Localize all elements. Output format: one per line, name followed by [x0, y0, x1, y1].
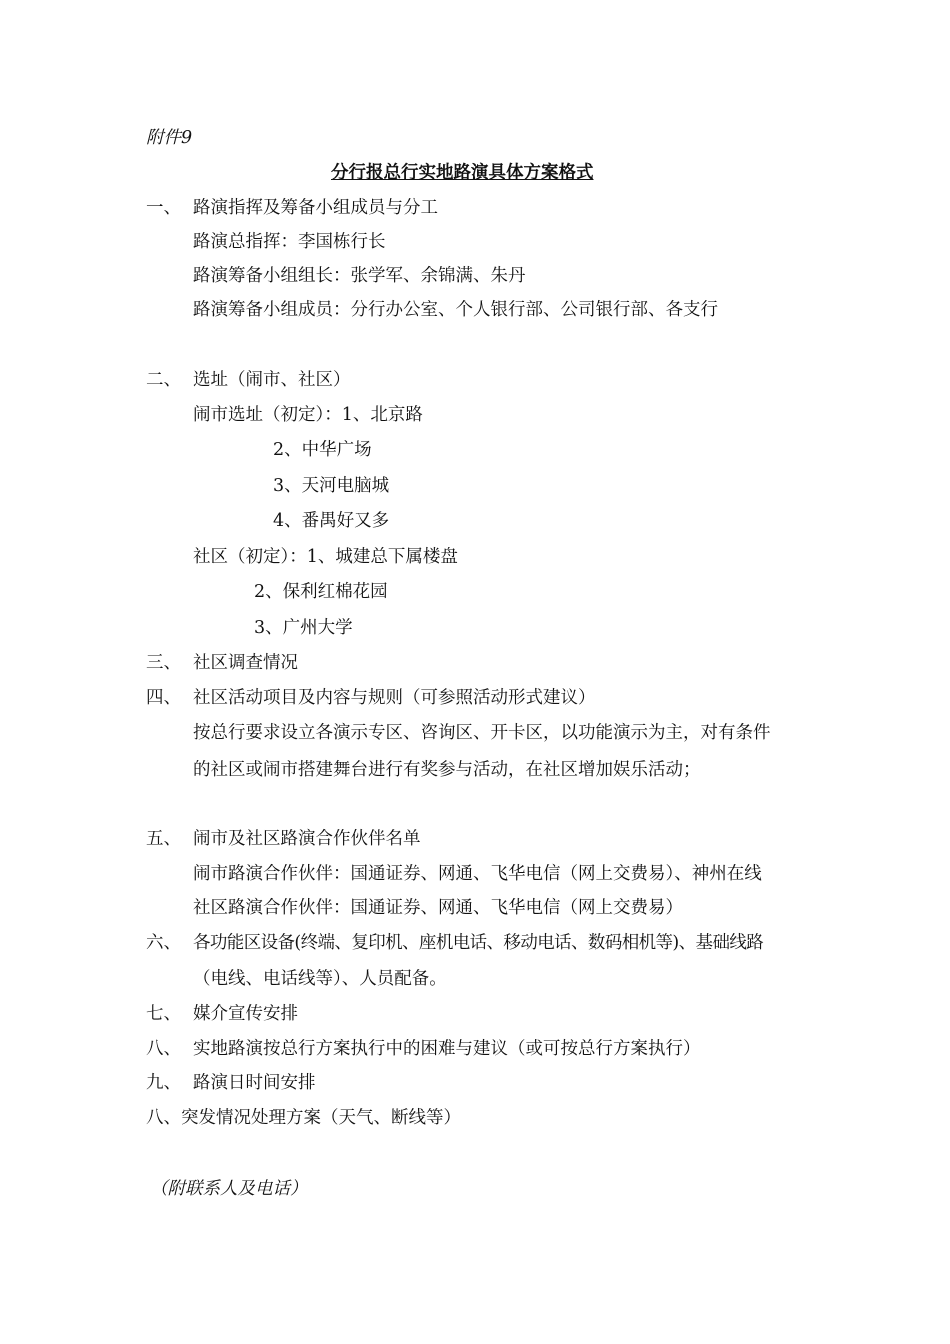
section-9-number: 九、	[146, 1073, 181, 1093]
section-4-heading: 社区活动项目及内容与规则（可参照活动形式建议）	[193, 688, 596, 708]
section-6-body-line-2: （电线、电话线等）、人员配备。	[193, 969, 447, 989]
downtown-site-label: 闹市选址（初定）：1、北京路	[193, 405, 423, 425]
contact-note: （附联系人及电话）	[150, 1179, 308, 1199]
section-8-heading: 实地路演按总行方案执行中的困难与建议（或可按总行方案执行）	[193, 1039, 701, 1059]
attachment-label: 附件9	[146, 128, 193, 148]
community-site-item: 3、广州大学	[254, 618, 353, 638]
community-site-label: 社区（初定）：1、城建总下属楼盘	[193, 547, 458, 567]
section-4-body-line-2: 的社区或闹市搭建舞台进行有奖参与活动，在社区增加娱乐活动；	[193, 760, 701, 780]
preparation-leader: 路演筹备小组组长：张学军、余锦满、朱丹	[193, 266, 526, 286]
downtown-site-item: 3、天河电脑城	[273, 476, 390, 496]
section-6-number: 六、	[146, 933, 181, 953]
section-7-heading: 媒介宣传安排	[193, 1004, 298, 1024]
document-title: 分行报总行实地路演具体方案格式	[331, 163, 594, 183]
section-4-number: 四、	[146, 688, 181, 708]
downtown-site-item: 4、番禺好又多	[273, 511, 390, 531]
section-1-number: 一、	[146, 198, 181, 218]
section-5-heading: 闹市及社区路演合作伙伴名单	[193, 829, 421, 849]
section-2-heading: 选址（闹市、社区）	[193, 370, 351, 390]
section-3-number: 三、	[146, 653, 181, 673]
section-5-number: 五、	[146, 829, 181, 849]
section-9-heading: 路演日时间安排	[193, 1073, 316, 1093]
section-8-number: 八、	[146, 1039, 181, 1059]
preparation-members: 路演筹备小组成员：分行办公室、个人银行部、公司银行部、各支行	[193, 300, 718, 320]
section-6-body-line-1: 各功能区设备(终端、复印机、座机电话、移动电话、数码相机等)、基础线路	[193, 933, 764, 953]
section-7-number: 七、	[146, 1004, 181, 1024]
downtown-site-item: 2、中华广场	[273, 440, 372, 460]
community-site-item: 2、保利红棉花园	[254, 582, 388, 602]
roadshow-commander: 路演总指挥：李国栋行长	[193, 232, 386, 252]
section-1-heading: 路演指挥及筹备小组成员与分工	[193, 198, 438, 218]
section-3-heading: 社区调查情况	[193, 653, 298, 673]
section-4-body-line-1: 按总行要求设立各演示专区、咨询区、开卡区，以功能演示为主，对有条件	[193, 723, 771, 743]
emergency-plan-heading: 八、突发情况处理方案（天气、断线等）	[146, 1108, 461, 1128]
section-2-number: 二、	[146, 370, 181, 390]
community-partners: 社区路演合作伙伴：国通证券、网通、飞华电信（网上交费易）	[193, 898, 683, 918]
downtown-partners: 闹市路演合作伙伴：国通证券、网通、飞华电信（网上交费易）、神州在线	[193, 864, 762, 884]
